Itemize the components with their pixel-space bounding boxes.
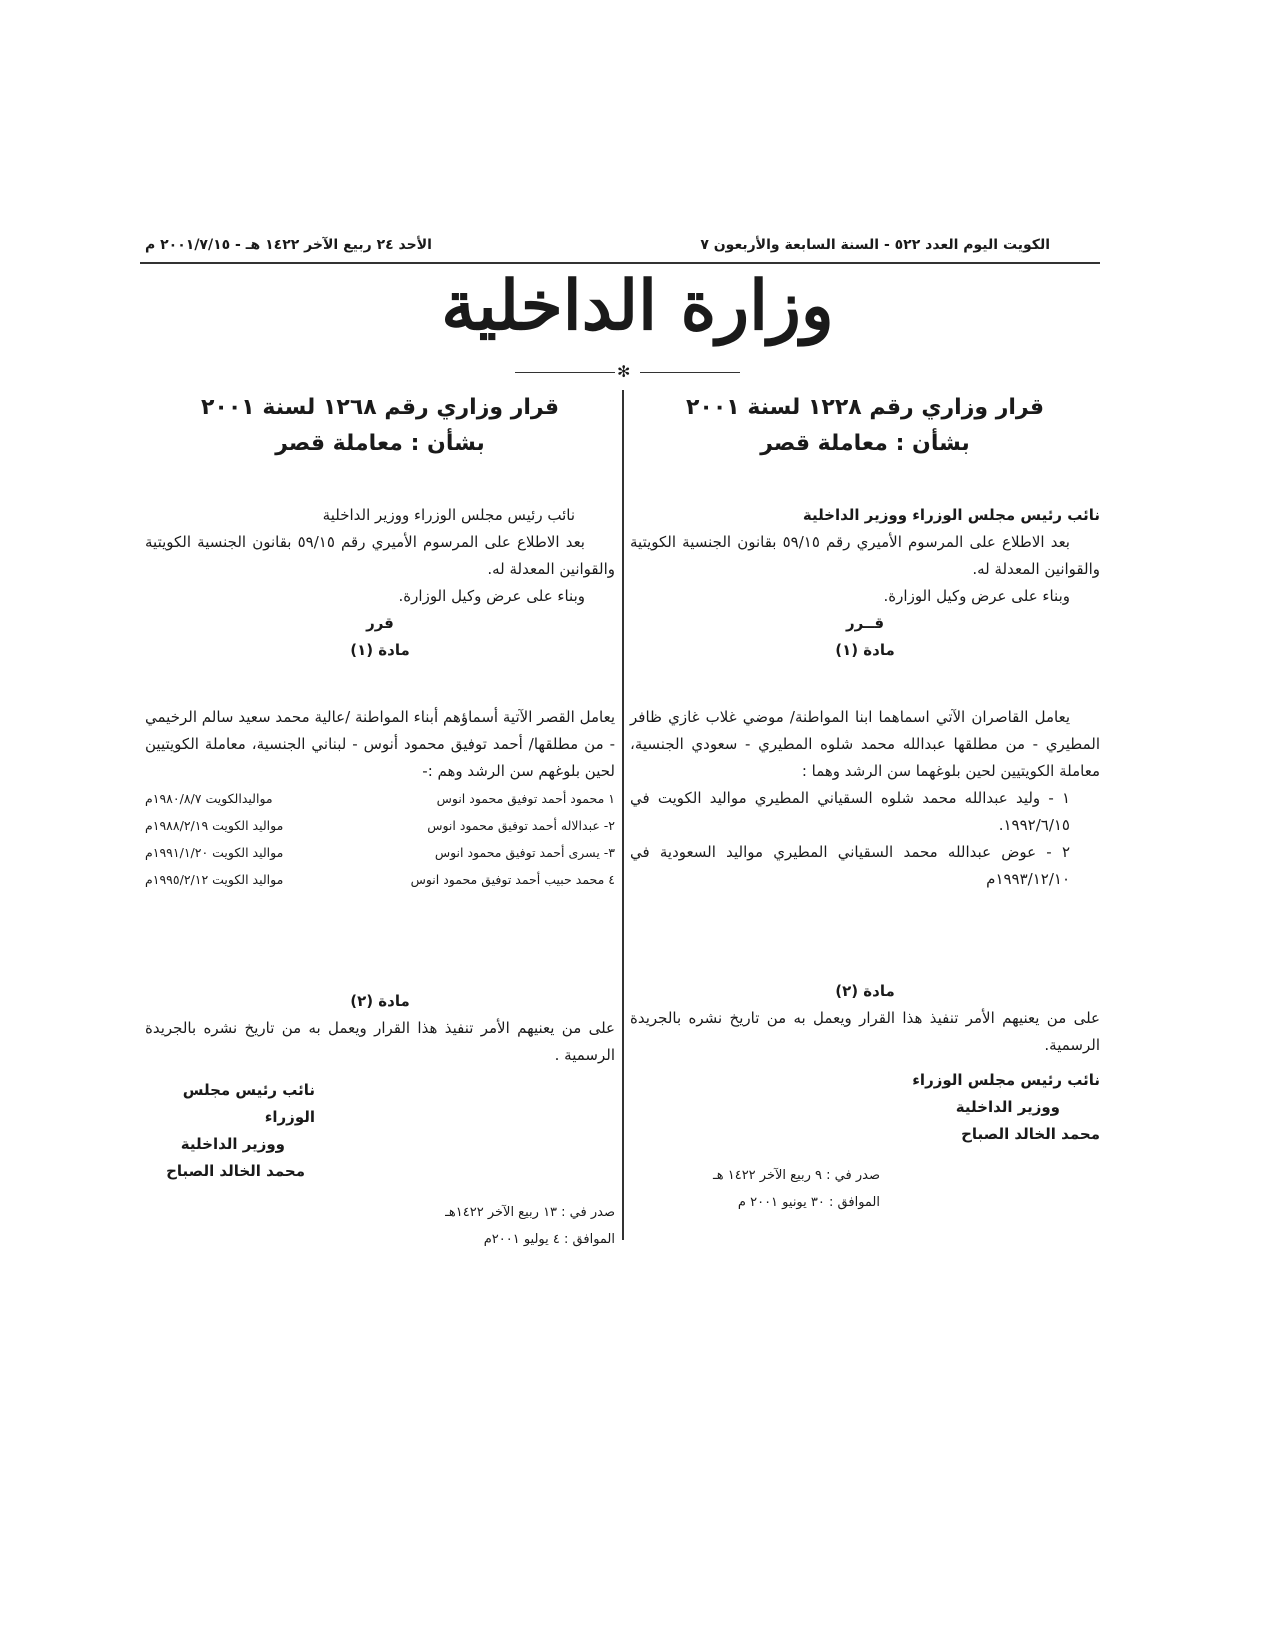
decree-decided: قرر	[366, 614, 394, 632]
minor-name: ٤ محمد حبيب أحمد توفيق محمود انوس	[410, 872, 615, 887]
signature-title-2: ووزير الداخلية	[180, 1135, 285, 1153]
decree-subject: بشأن : معاملة قصر	[760, 431, 970, 456]
decree-preamble-2: وبناء على عرض وكيل الوزارة.	[883, 587, 1070, 605]
article-1-heading: مادة (١)	[350, 641, 410, 659]
list-item	[145, 866, 615, 893]
decree-preamble-2: وبناء على عرض وكيل الوزارة.	[398, 587, 585, 605]
article-1-heading: مادة (١)	[835, 641, 895, 659]
minor-birth: مواليدالكويت ١٩٨٠/٨/٧م	[145, 791, 273, 806]
list-item	[145, 812, 615, 839]
banner-ornament-rule-left	[515, 372, 615, 373]
decree-1268	[145, 390, 615, 1253]
header-rule	[140, 262, 1100, 264]
header-date: الأحد ٢٤ ربيع الآخر ١٤٢٢ هـ - ٢٠٠١/٧/١٥ م	[145, 237, 432, 253]
decree-preamble: بعد الاطلاع على المرسوم الأميري رقم ٥٩/١٥ بقانون الجنسية الكويتية والقوانين المعدلة له.	[630, 533, 1100, 578]
decree-title: قرار وزاري رقم ١٢٦٨ لسنة ٢٠٠١	[200, 395, 560, 420]
article-2-text: على من يعنيهم الأمر تنفيذ هذا القرار ويعمل به من تاريخ نشره بالجريدة الرسمية.	[630, 1009, 1100, 1054]
decree-preamble: بعد الاطلاع على المرسوم الأميري رقم ٥٩/١٥ بقانون الجنسية الكويتية والقوانين المعدلة له.	[145, 533, 615, 578]
column-divider	[622, 390, 624, 1240]
issue-date-gregorian: الموافق : ٤ يوليو ٢٠٠١م	[483, 1232, 615, 1247]
list-item	[145, 785, 615, 812]
article-2-heading: مادة (٢)	[835, 982, 895, 1000]
decree-title: قرار وزاري رقم ١٢٢٨ لسنة ٢٠٠١	[685, 395, 1045, 420]
signature-title-1: نائب رئيس مجلس الوزراء	[912, 1071, 1100, 1089]
minor-birth: مواليد الكويت ١٩٩١/١/٢٠م	[145, 845, 284, 860]
article-2-text: على من يعنيهم الأمر تنفيذ هذا القرار ويعمل به من تاريخ نشره بالجريدة الرسمية .	[145, 1019, 615, 1064]
minor-birth: مواليد الكويت ١٩٩٥/٢/١٢م	[145, 872, 284, 887]
header-issue-info: الكويت اليوم العدد ٥٢٢ - السنة السابعة والأربعون ٧	[700, 237, 1050, 253]
minor-name: ٣- يسرى أحمد توفيق محمود انوس	[434, 845, 615, 860]
issue-date-hijri: صدر في : ٩ ربيع الآخر ١٤٢٢ هـ	[712, 1168, 880, 1183]
signature-name: محمد الخالد الصباح	[961, 1125, 1100, 1143]
banner-ornament: ✻	[617, 362, 631, 381]
issue-date-hijri: صدر في : ١٣ ربيع الآخر ١٤٢٢هـ	[445, 1205, 615, 1220]
article-1-text: يعامل القصر الآتية أسماؤهم أبناء المواطنة /عالية محمد سعيد سالم الرخيمي - من مطلقها/ أحمد توفيق محمود أنوس - لبناني الجنسية، معاملة الكويتيين لحين بلوغهم سن الرشد وهم :-	[145, 708, 615, 780]
signature-title-2: ووزير الداخلية	[955, 1098, 1060, 1116]
banner-ornament-rule-right	[640, 372, 740, 373]
decree-decided: قــرر	[845, 614, 885, 632]
decree-1228	[630, 390, 1100, 1216]
issue-date-gregorian: الموافق : ٣٠ يونيو ٢٠٠١ م	[737, 1195, 880, 1210]
minor-item-1: ١ - وليد عبدالله محمد شلوه السقياني المطيري مواليد الكويت في ١٩٩٢/٦/١٥.	[630, 789, 1070, 834]
list-item	[145, 839, 615, 866]
article-2-heading: مادة (٢)	[350, 992, 410, 1010]
decree-issuer: نائب رئيس مجلس الوزراء ووزير الداخلية	[802, 506, 1100, 524]
minor-item-2: ٢ - عوض عبدالله محمد السقياني المطيري مواليد السعودية في ١٩٩٣/١٢/١٠م	[630, 843, 1070, 888]
signature-title-1: نائب رئيس مجلس الوزراء	[182, 1081, 315, 1126]
ministry-banner-title: وزارة الداخلية	[441, 266, 834, 346]
article-1-text: يعامل القاصران الآتي اسماهما ابنا المواطنة/ موضي غلاب غازي ظافر المطيري - من مطلقها عبدالله محمد شلوه المطيري - سعودي الجنسية، معاملة الكويتيين لحين بلوغهما سن الرشد وهما :	[630, 708, 1100, 780]
minor-birth: مواليد الكويت ١٩٨٨/٢/١٩م	[145, 818, 284, 833]
decree-subject: بشأن : معاملة قصر	[275, 431, 485, 456]
minor-name: ١ محمود أحمد توفيق محمود انوس	[436, 791, 615, 806]
signature-name: محمد الخالد الصباح	[166, 1162, 305, 1180]
minor-name: ٢- عبدالاله أحمد توفيق محمود انوس	[427, 818, 615, 833]
decree-issuer: نائب رئيس مجلس الوزراء ووزير الداخلية	[322, 506, 575, 524]
